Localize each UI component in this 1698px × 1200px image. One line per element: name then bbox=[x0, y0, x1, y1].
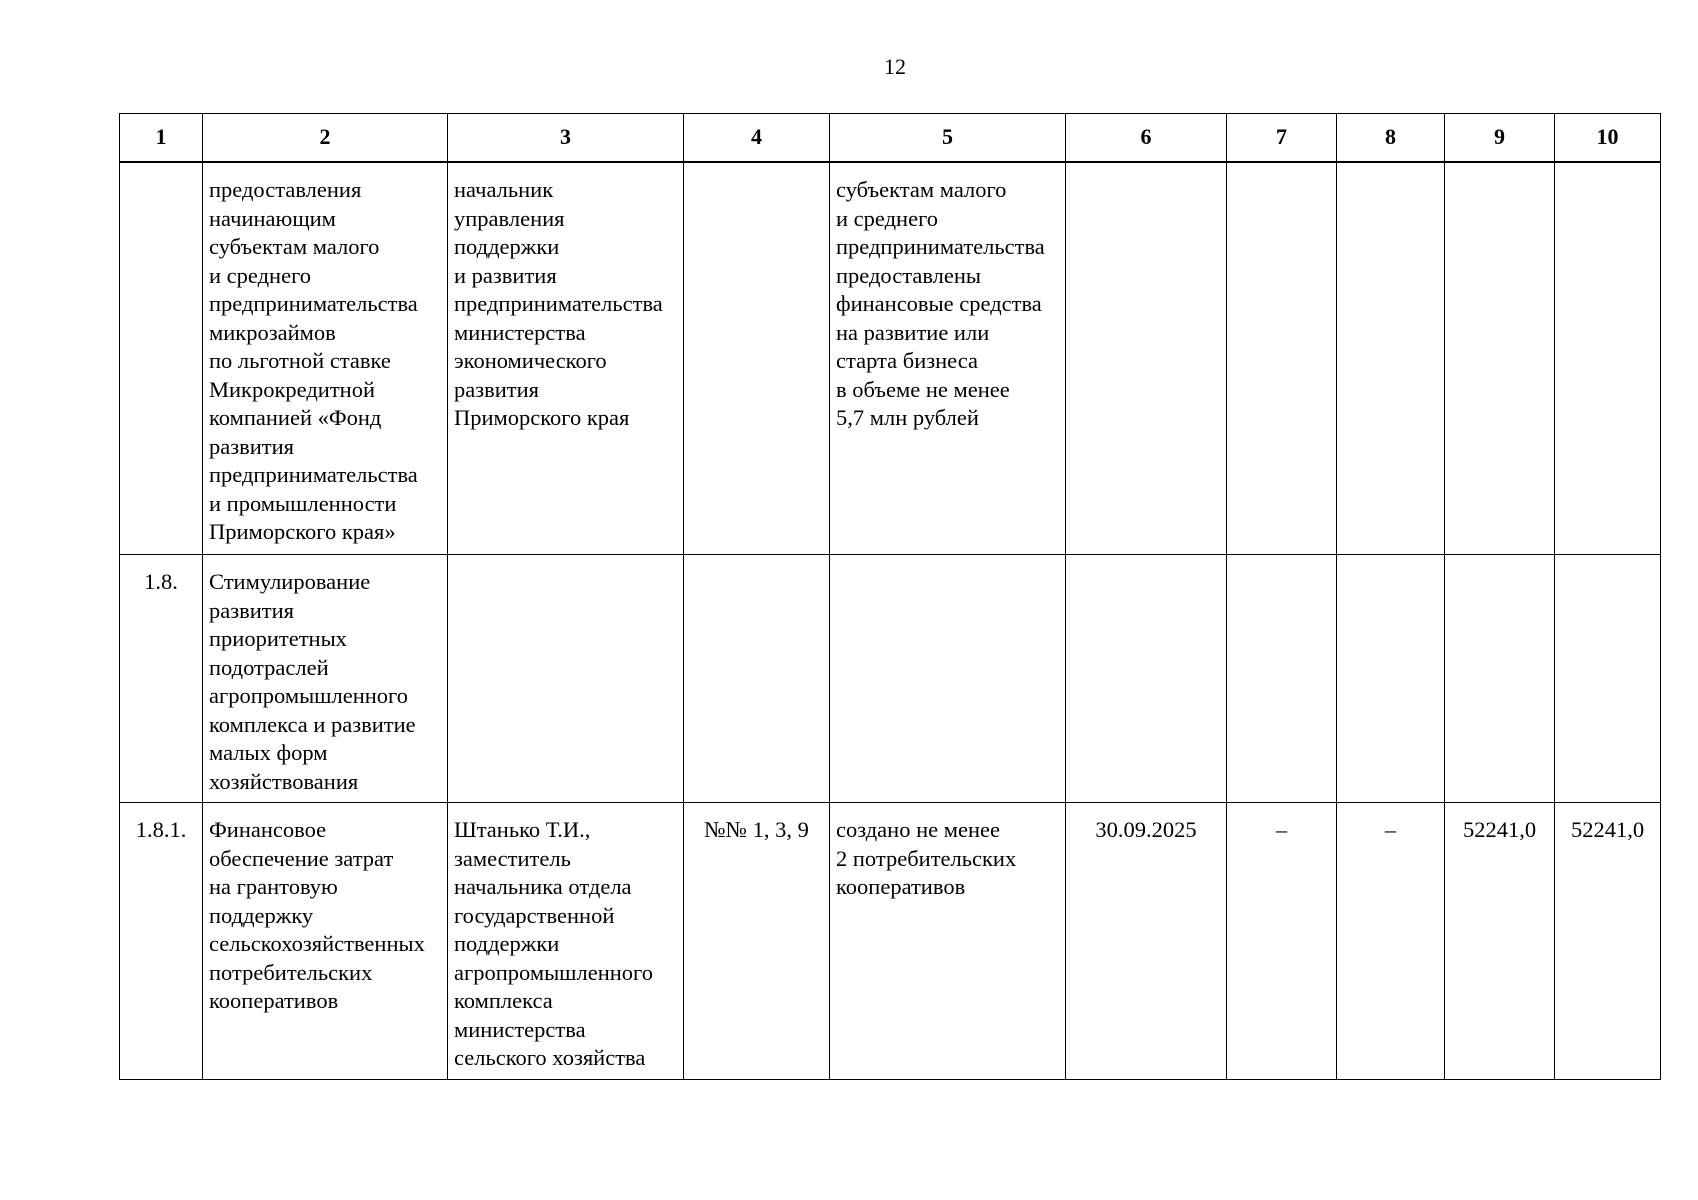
table-row bbox=[120, 162, 1661, 555]
cell-text-line: – bbox=[1384, 817, 1397, 842]
responsible-cell bbox=[448, 555, 684, 803]
cell-text-line: развития bbox=[454, 376, 540, 402]
header-row bbox=[120, 114, 1661, 163]
col9-cell bbox=[1445, 803, 1555, 1080]
cell-text-line: Микрокредитной bbox=[209, 376, 376, 402]
col7-cell bbox=[1227, 803, 1337, 1080]
cell-text-line: развития bbox=[209, 433, 295, 459]
cell-text-line: заместитель bbox=[454, 845, 571, 871]
page-number: 12 bbox=[884, 54, 906, 79]
cell-text-line: потребительских bbox=[209, 959, 373, 985]
cell-text-line: на развитие или bbox=[836, 319, 990, 345]
cell-text-line: министерства bbox=[454, 319, 586, 345]
responsible-cell bbox=[448, 162, 684, 555]
col7-cell bbox=[1227, 555, 1337, 803]
cell-text-line: предпринимательства bbox=[209, 291, 418, 316]
cell-text-line: по льготной ставке bbox=[209, 348, 391, 373]
row-number-cell bbox=[120, 803, 203, 1080]
cell-text-line: 52241,0 bbox=[1462, 817, 1537, 842]
header-col-1: 1 bbox=[120, 114, 203, 163]
cell-text-line: комплекса и развитие bbox=[209, 711, 416, 737]
cell-text-line: поддержки bbox=[454, 931, 560, 956]
responsible-cell bbox=[448, 803, 684, 1080]
cell-text-line: сельскохозяйственных bbox=[209, 931, 425, 956]
row-number-cell bbox=[120, 162, 203, 555]
measure-name-cell bbox=[203, 555, 448, 803]
header-col-5: 5 bbox=[830, 114, 1066, 163]
header-col-8: 8 bbox=[1337, 114, 1445, 163]
cell-text-line: поддержку bbox=[209, 902, 314, 928]
col8-cell bbox=[1337, 162, 1445, 555]
cell-text-line: предпринимательства bbox=[836, 234, 1045, 259]
cell-text-line: 52241,0 bbox=[1570, 817, 1645, 842]
reference-cell bbox=[684, 162, 830, 555]
cell-text-line: и среднего bbox=[209, 262, 311, 288]
result-cell bbox=[830, 555, 1066, 803]
cell-text-line: Стимулирование bbox=[209, 569, 371, 594]
cell-text-line: предпринимательства bbox=[454, 291, 663, 316]
result-cell bbox=[830, 162, 1066, 555]
cell-text-line: агропромышленного bbox=[454, 959, 653, 985]
row-number-cell bbox=[120, 555, 203, 803]
cell-text-line: экономического bbox=[454, 348, 607, 373]
cell-text-line: компанией «Фонд bbox=[209, 405, 382, 430]
cell-text-line: начальник bbox=[454, 177, 554, 202]
cell-text-line: агропромышленного bbox=[209, 683, 408, 708]
col8-cell bbox=[1337, 803, 1445, 1080]
cell-text-line: Приморского края bbox=[454, 405, 630, 430]
cell-text-line: сельского хозяйства bbox=[454, 1045, 646, 1070]
cell-text-line: развития bbox=[209, 597, 295, 623]
col10-cell bbox=[1555, 803, 1661, 1080]
cell-text-line: Штанько Т.И., bbox=[454, 817, 591, 842]
header-col-3: 3 bbox=[448, 114, 684, 163]
cell-text-line: микрозаймов bbox=[209, 319, 336, 345]
cell-text-line: управления bbox=[454, 205, 565, 231]
deadline-cell bbox=[1066, 162, 1227, 555]
header-col-2: 2 bbox=[203, 114, 448, 163]
col9-cell bbox=[1445, 555, 1555, 803]
header-col-7: 7 bbox=[1227, 114, 1337, 163]
deadline-cell bbox=[1066, 555, 1227, 803]
cell-text-line: государственной bbox=[454, 902, 615, 928]
cell-text-line: 1.8.1. bbox=[135, 817, 187, 842]
cell-text-line: 30.09.2025 bbox=[1095, 817, 1197, 842]
col7-cell bbox=[1227, 162, 1337, 555]
result-cell bbox=[830, 803, 1066, 1080]
cell-text-line: в объеме не менее bbox=[836, 376, 1010, 402]
cell-text-line: финансовые средства bbox=[836, 291, 1042, 316]
measure-name-cell bbox=[203, 803, 448, 1080]
cell-text-line: министерства bbox=[454, 1016, 586, 1042]
cell-text-line: начинающим bbox=[209, 205, 336, 231]
header-col-6: 6 bbox=[1066, 114, 1227, 163]
cell-text-line: старта бизнеса bbox=[836, 348, 978, 373]
cell-text-line: и промышленности bbox=[209, 490, 397, 516]
cell-text-line: №№ 1, 3, 9 bbox=[704, 817, 809, 842]
reference-cell bbox=[684, 803, 830, 1080]
cell-text-line: 5,7 млн рублей bbox=[836, 405, 979, 430]
table-row bbox=[120, 555, 1661, 803]
cell-text-line: 2 потребительских bbox=[836, 845, 1017, 871]
deadline-cell bbox=[1066, 803, 1227, 1080]
header-col-4: 4 bbox=[684, 114, 830, 163]
cell-text-line: предоставлены bbox=[836, 262, 982, 288]
cell-text-line: малых форм bbox=[209, 740, 328, 765]
cell-text-line: подотраслей bbox=[209, 654, 329, 680]
cell-text-line: кооперативов bbox=[209, 988, 339, 1013]
cell-text-line: субъектам малого bbox=[209, 234, 380, 259]
cell-text-line: кооперативов bbox=[836, 874, 966, 899]
cell-text-line: и среднего bbox=[836, 205, 938, 231]
cell-text-line: Финансовое bbox=[209, 817, 327, 842]
cell-text-line: и развития bbox=[454, 262, 557, 288]
cell-text-line: начальника отдела bbox=[454, 874, 632, 899]
col10-cell bbox=[1555, 555, 1661, 803]
cell-text-line: хозяйствования bbox=[209, 768, 359, 794]
header-col-9: 9 bbox=[1445, 114, 1555, 163]
cell-text-line: 1.8. bbox=[144, 569, 178, 594]
cell-text-line: предпринимательства bbox=[209, 462, 418, 487]
reference-cell bbox=[684, 555, 830, 803]
plan-table bbox=[119, 113, 1661, 1080]
col10-cell bbox=[1555, 162, 1661, 555]
header-col-10: 10 bbox=[1555, 114, 1661, 163]
col8-cell bbox=[1337, 555, 1445, 803]
cell-text-line: Приморского края» bbox=[209, 519, 396, 544]
measure-name-cell bbox=[203, 162, 448, 555]
cell-text-line: комплекса bbox=[454, 988, 553, 1013]
cell-text-line: приоритетных bbox=[209, 626, 347, 651]
col9-cell bbox=[1445, 162, 1555, 555]
cell-text-line: предоставления bbox=[209, 177, 362, 202]
cell-text-line: на грантовую bbox=[209, 874, 338, 899]
cell-text-line: субъектам малого bbox=[836, 177, 1007, 202]
cell-text-line: поддержки bbox=[454, 234, 560, 259]
table-row bbox=[120, 803, 1661, 1080]
cell-text-line: – bbox=[1275, 817, 1288, 842]
cell-text-line: обеспечение затрат bbox=[209, 845, 394, 871]
cell-text-line: создано не менее bbox=[836, 817, 1000, 842]
